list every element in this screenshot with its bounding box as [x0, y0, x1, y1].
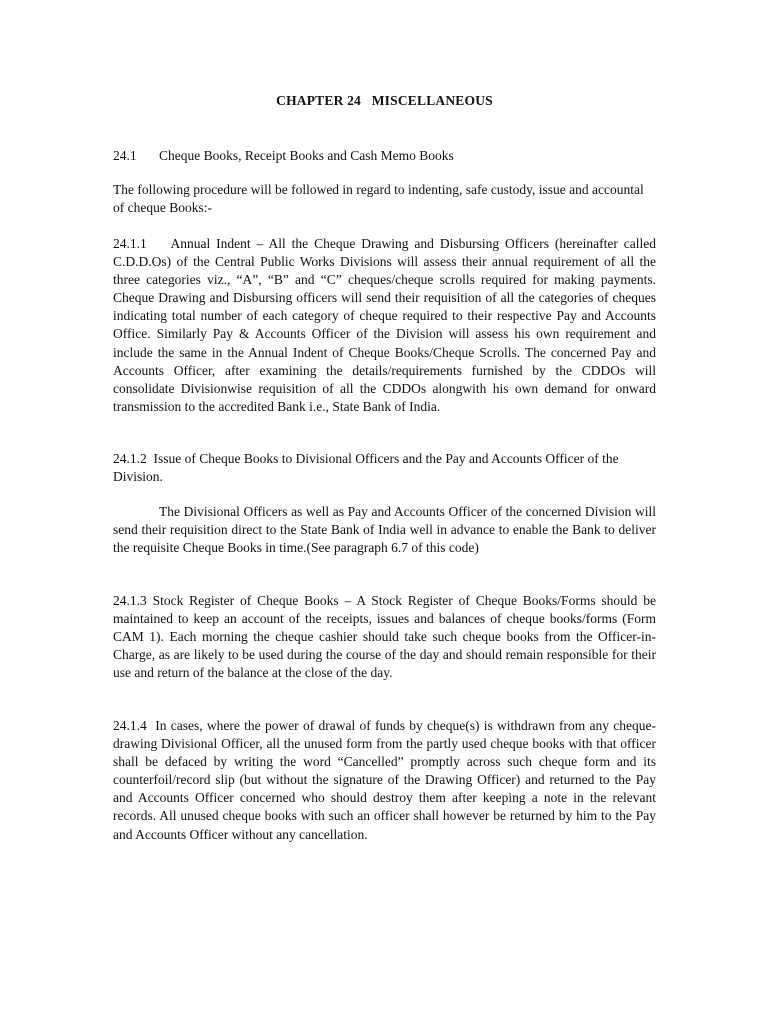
- paragraph-number: 24.1.2: [113, 451, 147, 466]
- chapter-title: CHAPTER 24 MISCELLANEOUS: [276, 93, 493, 108]
- section-title: Cheque Books, Receipt Books and Cash Memo Books: [159, 148, 454, 163]
- paragraph-text: Stock Register of Cheque Books – A Stock Register of Cheque Books/Forms should be maintained to keep an account of the receipts, issues and balances of cheque books/forms (Form CAM 1). Each morning the cheque cashier should take such cheque books from the Officer-in-Charge, as are likely to be used during the course of the day and should remain responsible for their use and return of the balance at the close of the day.: [113, 593, 656, 681]
- paragraph-24-1-2-body: The Divisional Officers as well as Pay and Accounts Officer of the concerned Division will send their requisition direct to the State Bank of India well in advance to enable the Bank to deliver the requisite Cheque Books in time.(See paragraph 6.7 of this code): [113, 504, 656, 556]
- paragraph-number: 24.1.4: [113, 718, 147, 733]
- paragraph-text: Issue of Cheque Books to Divisional Officers and the Pay and Accounts Officer of the Division.: [113, 451, 619, 485]
- paragraph-24-1-1: [113, 235, 656, 416]
- paragraph-text: Annual Indent – All the Cheque Drawing and Disbursing Officers (hereinafter called C.D.D.Os) of the Central Public Works Divisions will assess their annual requirement of all the three categories viz., “A”, “B” and “C” cheques/cheque scrolls required for making payments. Cheque Drawing and Disbursing officers will send their requisition of all the categories of cheques indicating total number of each category of cheque required to their respective Pay and Accounts Office. Similarly Pay & Accounts Officer of the Division will assess his own requirement and include the same in the Annual Indent of Cheque Books/Cheque Scrolls. The concerned Pay and Accounts Officer, after examining the details/requirements furnished by the CDDOs will consolidate Divisionwise requisition of all the CDDOs alongwith his own demand for onward transmission to the accredited Bank i.e., State Bank of India.: [113, 236, 657, 414]
- paragraph-number: 24.1.3: [113, 593, 147, 608]
- paragraph-text: In cases, where the power of drawal of funds by cheque(s) is withdrawn from any cheque-drawing Divisional Officer, all the unused form from the partly used cheque books with that officer shall be defaced by writing the word “Cancelled” promptly across such cheque form and its counterfoil/record slip (but without the signature of the Drawing Officer) and returned to the Pay and Accounts Officer concerned who should destroy them after keeping a note in the relevant records. All unused cheque books with such an officer shall however be returned by him to the Pay and Accounts Officer without any cancellation.: [113, 718, 657, 842]
- section-number: 24.1: [113, 148, 137, 163]
- paragraph-number: 24.1.1: [113, 236, 147, 251]
- section-heading: [113, 148, 454, 164]
- intro-paragraph: The following procedure will be followed in regard to indenting, safe custody, issue and accountal of cheque Books:-: [113, 182, 644, 216]
- paragraph-24-1-3: [113, 592, 656, 682]
- paragraph-24-1-2: [113, 450, 656, 486]
- paragraph-24-1-4: [113, 717, 656, 844]
